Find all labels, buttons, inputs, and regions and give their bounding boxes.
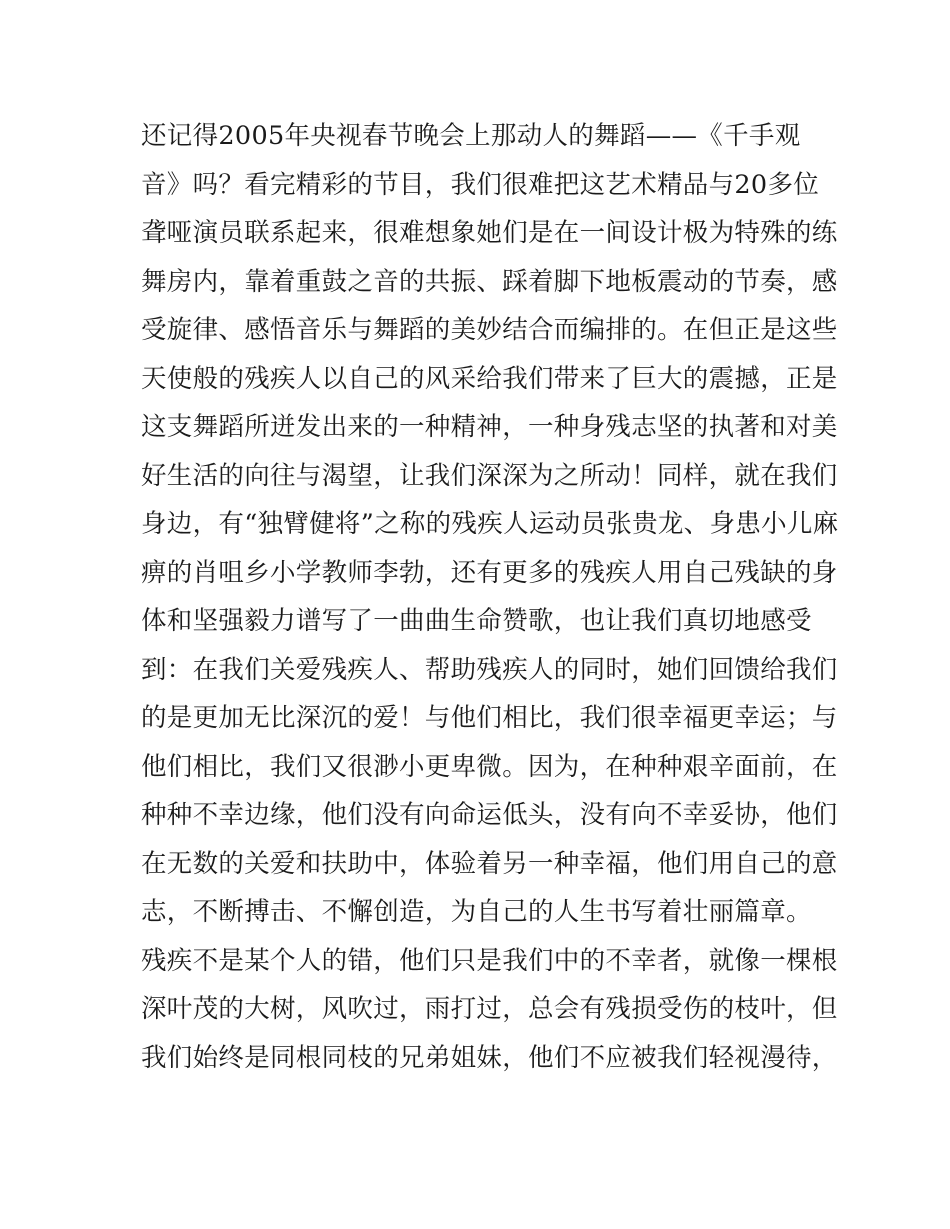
text-line: 体和坚强毅力谱写了一曲曲生命赞歌，也让我们真切地感受 bbox=[141, 606, 812, 636]
text-line: 这支舞蹈所迸发出来的一种精神，一种身残志坚的执著和对美 bbox=[141, 412, 838, 442]
text-line: 身边，有“独臂健将”之称的残疾人运动员张贵龙、身患小儿麻 bbox=[141, 509, 839, 539]
text-line: 在无数的关爱和扶助中，体验着另一种幸福，他们用自己的意 bbox=[141, 848, 838, 879]
text-line: 音》吗？看完精彩的节目，我们很难把这艺术精品与20多位 bbox=[141, 169, 820, 200]
text-line: 志，不断搏击、不懈创造，为自己的人生书写着壮丽篇章。 bbox=[141, 897, 812, 927]
text-line: 到：在我们关爱残疾人、帮助残疾人的同时，她们回馈给我们 bbox=[141, 654, 838, 685]
text-line: 聋哑演员联系起来，很难想象她们是在一间设计极为特殊的练 bbox=[141, 218, 838, 248]
text-line: 天使般的残疾人以自己的风采给我们带来了巨大的震撼，正是 bbox=[141, 363, 838, 394]
text-line: 好生活的向往与渴望，让我们深深为之所动！同样，就在我们 bbox=[141, 460, 838, 491]
document-body bbox=[141, 112, 839, 1082]
text-line: 还记得2005年央视春节晚会上那动人的舞蹈——《千手观 bbox=[141, 121, 801, 151]
text-line: 深叶茂的大树，风吹过，雨打过，总会有残损受伤的枝叶，但 bbox=[141, 994, 838, 1024]
text-line: 他们相比，我们又很渺小更卑微。因为，在种种艰辛面前，在 bbox=[141, 751, 838, 782]
text-line: 我们始终是同根同枝的兄弟姐妹，他们不应被我们轻视漫待， bbox=[141, 1042, 838, 1073]
text-line: 种种不幸边缘，他们没有向命运低头，没有向不幸妥协，他们 bbox=[141, 800, 838, 830]
text-line: 受旋律、感悟音乐与舞蹈的美妙结合而编排的。在但正是这些 bbox=[141, 315, 838, 345]
text-line: 痹的肖咀乡小学教师李勃，还有更多的残疾人用自己残缺的身 bbox=[141, 557, 838, 588]
text-line: 的是更加无比深沉的爱！与他们相比，我们很幸福更幸运；与 bbox=[141, 703, 838, 733]
text-line: 残疾不是某个人的错，他们只是我们中的不幸者，就像一棵根 bbox=[141, 945, 838, 976]
text-line: 舞房内，靠着重鼓之音的共振、踩着脚下地板震动的节奏，感 bbox=[141, 266, 838, 297]
